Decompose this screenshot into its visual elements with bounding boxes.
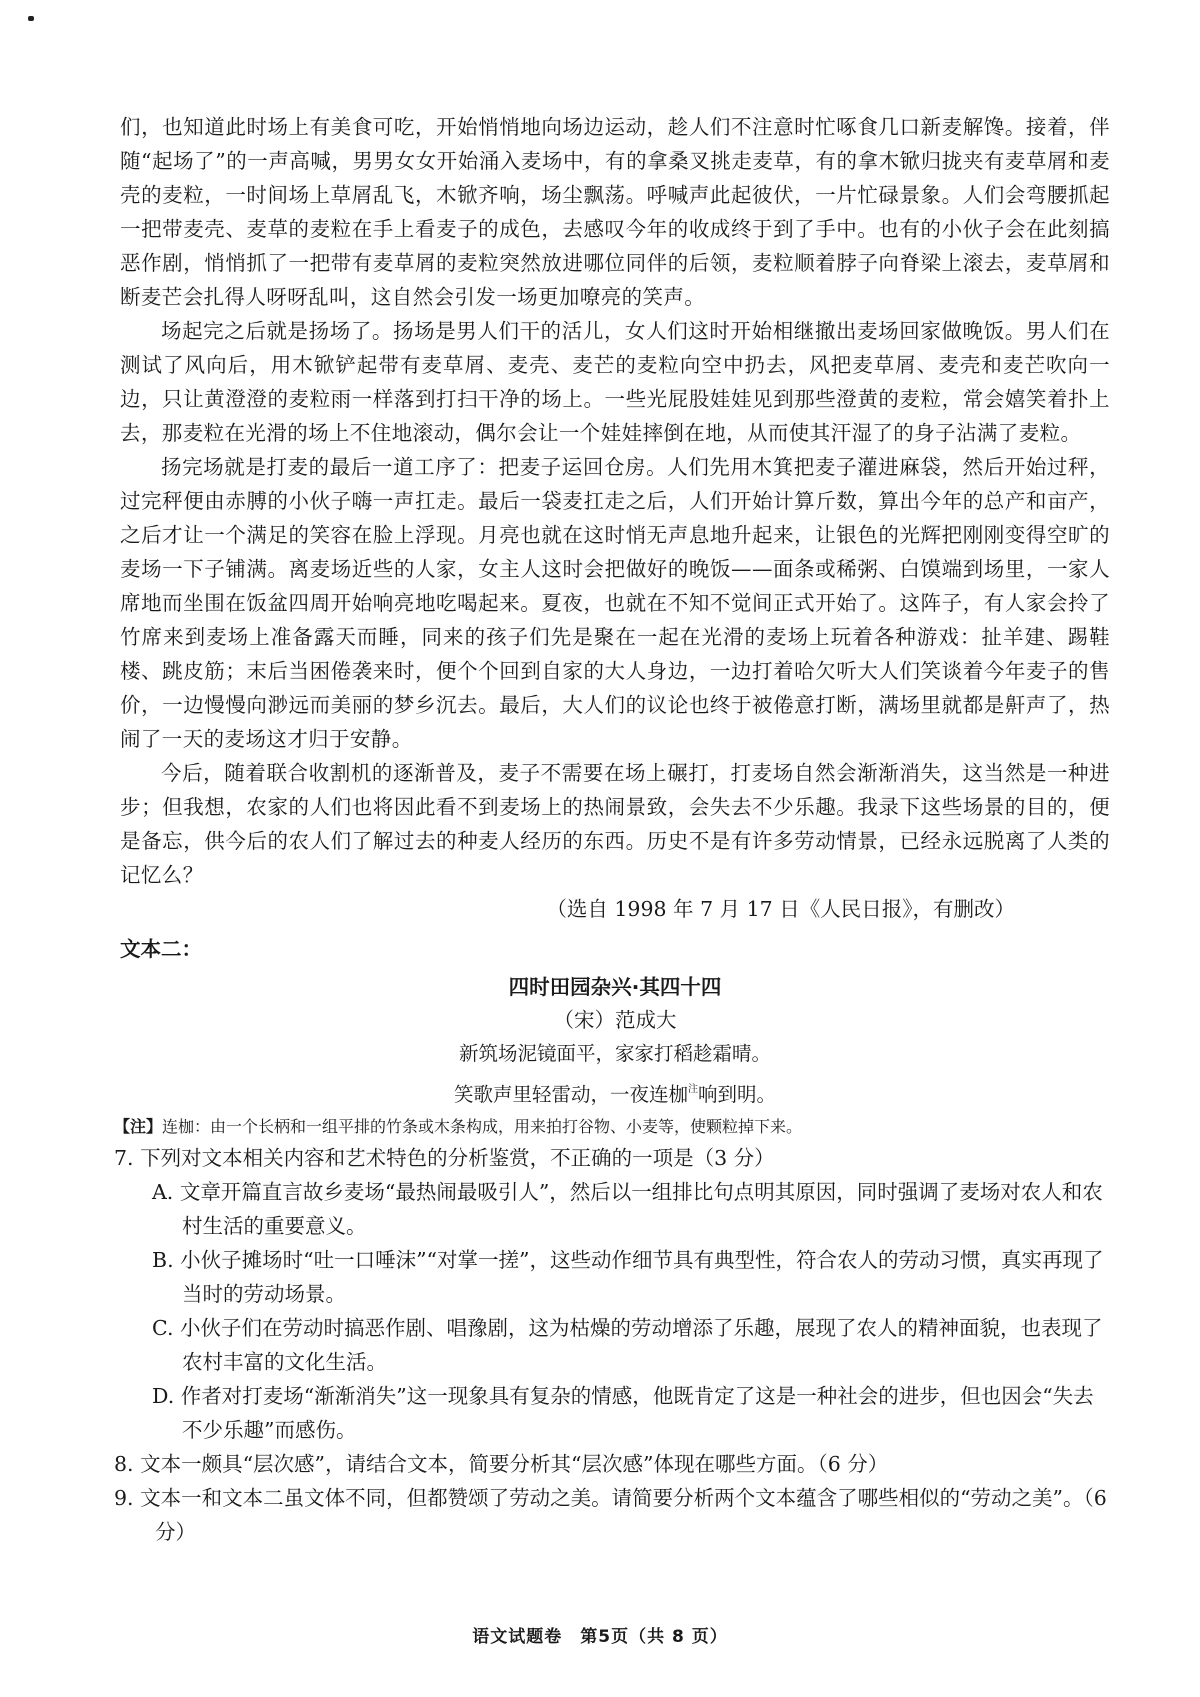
text1-paragraph-1: 们，也知道此时场上有美食可吃，开始悄悄地向场边运动，趁人们不注意时忙啄食几口新麦解馋。接着，伴随“起场了”的一声高喊，男男女女开始涌入麦场中，有的拿桑叉挑走麦草，有的拿木锨归拢夹有麦草屑和麦壳的麦粒，一时间场上草屑乱飞，木锨齐响，场尘飘荡。呼喊声此起彼伏，一片忙碌景象。人们会弯腰抓起一把带麦壳、麦草的麦粒在手上看麦子的成色，去感叹今年的收成终于到了手中。也有的小伙子会在此刻搞恶作剧，悄悄抓了一把带有麦草屑的麦粒突然放进哪位同伴的后领，麦粒顺着脖子向脊梁上滚去，麦草屑和断麦芒会扎得人呀呀乱叫，这自然会引发一场更加嘹亮的笑声。 xyxy=(120,115,1110,309)
question-7-option-c: C. 小伙子们在劳动时搞恶作剧、唱豫剧，这为枯燥的劳动增添了乐趣，展现了农人的精神面貌，也表现了农村丰富的文化生活。 xyxy=(152,1316,1103,1374)
exam-page xyxy=(114,110,1110,1549)
corner-mark xyxy=(28,16,34,21)
note-text: 连枷：由一个长柄和一组平排的竹条或木条构成，用来拍打谷物、小麦等，使颗粒掉下来。 xyxy=(162,1117,803,1136)
poem-note-marker: 注 xyxy=(688,1084,698,1095)
note-tag: 【注】 xyxy=(114,1117,163,1136)
poem-line-2-part-b: 响到明。 xyxy=(698,1083,777,1106)
poem-line-2 xyxy=(120,1072,1110,1113)
page-footer: 语文试题卷 第5页（共 8 页） xyxy=(472,1627,728,1647)
question-9: 9. 文本一和文本二虽文体不同，但都赞颂了劳动之美。请简要分析两个文本蕴含了哪些相似的“劳动之美”。（6 分） xyxy=(114,1486,1107,1544)
text2-label: 文本二： xyxy=(120,937,202,961)
poem-line-1: 新筑场泥镜面平，家家打稻趁霜晴。 xyxy=(458,1042,771,1065)
text1-paragraph-4: 今后，随着联合收割机的逐渐普及，麦子不需要在场上碾打，打麦场自然会渐渐消失，这当然是一种进步；但我想，农家的人们也将因此看不到麦场上的热闹景致，会失去不少乐趣。我录下这些场景的目的，便是备忘，供今后的农人们了解过去的种麦人经历的东西。历史不是有许多劳动情景，已经永远脱离了人类的记忆么？ xyxy=(120,761,1110,887)
question-7-option-a: A. 文章开篇直言故乡麦场“最热闹最吸引人”，然后以一组排比句点明其原因，同时强调了麦场对农人和农村生活的重要意义。 xyxy=(152,1180,1103,1238)
text1-source: （选自 1998 年 7 月 17 日《人民日报》，有删改） xyxy=(546,897,1015,921)
poem-note xyxy=(114,1113,1110,1141)
question-7: 7. 下列对文本相关内容和艺术特色的分析鉴赏，不正确的一项是（3 分） xyxy=(114,1146,775,1170)
text1-paragraph-2: 场起完之后就是扬场了。扬场是男人们干的活儿，女人们这时开始相继撤出麦场回家做晚饭。男人们在测试了风向后，用木锨铲起带有麦草屑、麦壳、麦芒的麦粒向空中扔去，风把麦草屑、麦壳和麦芒吹向一边，只让黄澄澄的麦粒雨一样落到打扫干净的场上。一些光屁股娃娃见到那些澄黄的麦粒，常会嬉笑着扑上去，那麦粒在光滑的场上不住地滚动，偶尔会让一个娃娃摔倒在地，从而使其汗湿了的身子沾满了麦粒。 xyxy=(120,319,1110,445)
question-7-option-b: B. 小伙子摊场时“吐一口唾沫”“对掌一搓”，这些动作细节具有典型性，符合农人的劳动习惯，真实再现了当时的劳动场景。 xyxy=(152,1248,1104,1306)
poem-author: （宋）范成大 xyxy=(553,1008,677,1032)
poem-title: 四时田园杂兴·其四十四 xyxy=(508,975,722,999)
question-7-option-d: D. 作者对打麦场“渐渐消失”这一现象具有复杂的情感，他既肯定了这是一种社会的进步，但也因会“失去不少乐趣”而感伤。 xyxy=(152,1384,1094,1442)
text1-paragraph-3: 扬完场就是打麦的最后一道工序了：把麦子运回仓房。人们先用木箕把麦子灌进麻袋，然后开始过秤，过完秤便由赤膊的小伙子嗨一声扛走。最后一袋麦扛走之后，人们开始计算斤数，算出今年的总产和亩产，之后才让一个满足的笑容在脸上浮现。月亮也就在这时悄无声息地升起来，让银色的光辉把刚刚变得空旷的麦场一下子铺满。离麦场近些的人家，女主人这时会把做好的晚饭——面条或稀粥、白馍端到场里，一家人席地而坐围在饭盆四周开始响亮地吃喝起来。夏夜，也就在不知不觉间正式开始了。这阵子，有人家会拎了竹席来到麦场上准备露天而睡，同来的孩子们先是聚在一起在光滑的麦场上玩着各种游戏：扯羊建、踢鞋楼、跳皮筋；末后当困倦袭来时，便个个回到自家的大人身边，一边打着哈欠听大人们笑谈着今年麦子的售价，一边慢慢向渺远而美丽的梦乡沉去。最后，大人们的议论也终于被倦意打断，满场里就都是鼾声了，热闹了一天的麦场这才归于安静。 xyxy=(120,455,1110,751)
question-8: 8. 文本一颇具“层次感”，请结合文本，简要分析其“层次感”体现在哪些方面。（6 分） xyxy=(114,1452,889,1476)
poem-line-2-part-a: 笑歌声里轻雷动，一夜连枷 xyxy=(453,1083,688,1106)
